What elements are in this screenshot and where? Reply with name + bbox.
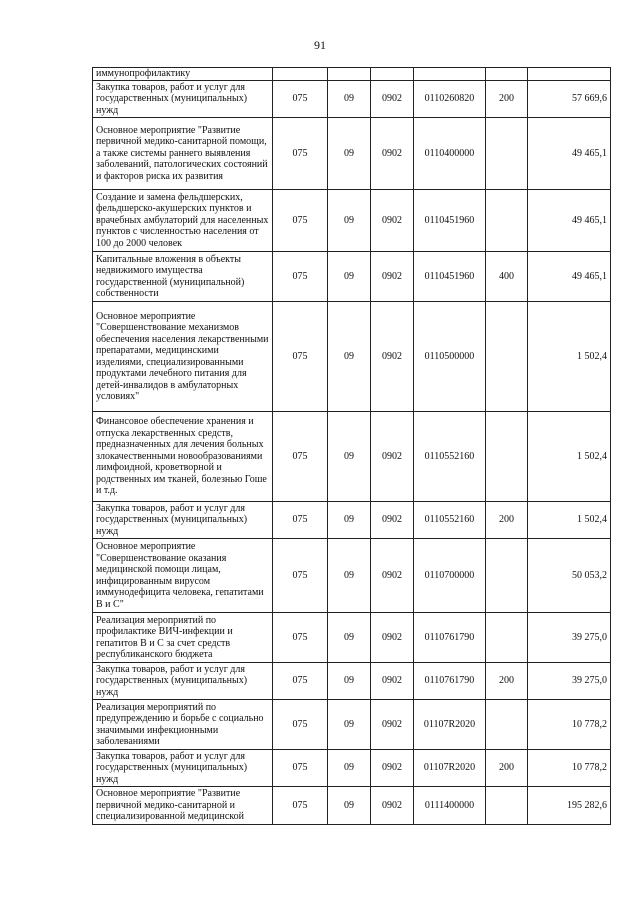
page-number: 91 <box>314 38 326 52</box>
row-rz: 09 <box>328 539 371 613</box>
row-rz: 09 <box>328 118 371 190</box>
row-sum: 39 275,0 <box>528 663 611 700</box>
row-sum: 1 502,4 <box>528 302 611 412</box>
row-rz: 09 <box>328 787 371 825</box>
row-ved: 075 <box>273 700 328 750</box>
row-sum: 195 282,6 <box>528 787 611 825</box>
table-row <box>93 787 611 825</box>
row-csr: 0110761790 <box>414 663 486 700</box>
row-ved: 075 <box>273 750 328 787</box>
row-rz: 09 <box>328 412 371 502</box>
row-ved: 075 <box>273 190 328 252</box>
budget-table <box>92 67 611 825</box>
table-row <box>93 118 611 190</box>
row-sum: 10 778,2 <box>528 750 611 787</box>
row-name: Реализация мероприятий по предупреждению и борьбе с социально значимыми инфекционными заболеваниями <box>93 700 273 750</box>
row-name: Создание и замена фельдшерских, фельдшерско-акушерских пунктов и врачебных амбулаторий для населенных пунктов с численностью населения от 100 до 2000 человек <box>93 190 273 252</box>
row-csr: 0110552160 <box>414 502 486 539</box>
table-row <box>93 700 611 750</box>
row-sum: 39 275,0 <box>528 613 611 663</box>
row-pr: 0902 <box>371 750 414 787</box>
row-pr: 0902 <box>371 613 414 663</box>
table-row <box>93 190 611 252</box>
row-ved: 075 <box>273 302 328 412</box>
row-name: Основное мероприятие "Совершенствование механизмов обеспечения населения лекарственными препаратами, медицинскими изделиями, специализированными продуктами лечебного питания для детей-инвалидов в амбулаторных условиях" <box>93 302 273 412</box>
row-ved: 075 <box>273 539 328 613</box>
row-csr: 0110451960 <box>414 190 486 252</box>
row-name: Основное мероприятие "Развитие первичной медико-санитарной помощи, а также системы раннего выявления заболеваний, патологических состояний и факторов риска их развития <box>93 118 273 190</box>
row-pr: 0902 <box>371 663 414 700</box>
row-rz: 09 <box>328 663 371 700</box>
row-rz: 09 <box>328 190 371 252</box>
table-row <box>93 750 611 787</box>
row-name: Закупка товаров, работ и услуг для государственных (муниципальных) нужд <box>93 750 273 787</box>
row-pr: 0902 <box>371 252 414 302</box>
row-csr: 01107R2020 <box>414 750 486 787</box>
row-sum: 49 465,1 <box>528 118 611 190</box>
row-name: Основное мероприятие "Совершенствование оказания медицинской помощи лицам, инфицированным вирусом иммунодефицита человека, гепатитами В и С" <box>93 539 273 613</box>
row-sum: 49 465,1 <box>528 190 611 252</box>
row-csr: 0110451960 <box>414 252 486 302</box>
row-vr: 200 <box>486 81 528 118</box>
row-pr: 0902 <box>371 81 414 118</box>
table-row <box>93 613 611 663</box>
table-row <box>93 502 611 539</box>
table-row <box>93 252 611 302</box>
row-csr: 01107R2020 <box>414 700 486 750</box>
row-vr <box>486 302 528 412</box>
row-sum: 1 502,4 <box>528 412 611 502</box>
row-sum: 57 669,6 <box>528 81 611 118</box>
row-csr: 0110500000 <box>414 302 486 412</box>
row-csr: 0110260820 <box>414 81 486 118</box>
table-row <box>93 68 611 81</box>
row-pr: 0902 <box>371 118 414 190</box>
row-vr: 200 <box>486 502 528 539</box>
row-name: Закупка товаров, работ и услуг для государственных (муниципальных) нужд <box>93 502 273 539</box>
row-vr <box>486 613 528 663</box>
row-vr: 400 <box>486 252 528 302</box>
row-name: Реализация мероприятий по профилактике ВИЧ-инфекции и гепатитов В и С за счет средств республиканского бюджета <box>93 613 273 663</box>
row-csr: 0110761790 <box>414 613 486 663</box>
row-ved: 075 <box>273 252 328 302</box>
row-sum: 1 502,4 <box>528 502 611 539</box>
table-row <box>93 412 611 502</box>
row-pr: 0902 <box>371 787 414 825</box>
row-pr: 0902 <box>371 502 414 539</box>
row-ved: 075 <box>273 81 328 118</box>
row-name: Капитальные вложения в объекты недвижимого имущества государственной (муниципальной) собственности <box>93 252 273 302</box>
row-csr <box>414 68 486 81</box>
row-ved: 075 <box>273 412 328 502</box>
row-sum <box>528 68 611 81</box>
row-vr <box>486 700 528 750</box>
row-vr: 200 <box>486 663 528 700</box>
row-csr: 0110700000 <box>414 539 486 613</box>
row-vr <box>486 118 528 190</box>
row-pr: 0902 <box>371 190 414 252</box>
row-pr: 0902 <box>371 412 414 502</box>
row-pr: 0902 <box>371 700 414 750</box>
row-rz: 09 <box>328 750 371 787</box>
row-rz: 09 <box>328 81 371 118</box>
table-row <box>93 539 611 613</box>
row-name: Закупка товаров, работ и услуг для государственных (муниципальных) нужд <box>93 663 273 700</box>
row-name: Закупка товаров, работ и услуг для государственных (муниципальных) нужд <box>93 81 273 118</box>
row-pr: 0902 <box>371 539 414 613</box>
row-pr <box>371 68 414 81</box>
table-row <box>93 302 611 412</box>
row-vr <box>486 412 528 502</box>
row-ved <box>273 68 328 81</box>
row-ved: 075 <box>273 613 328 663</box>
row-vr <box>486 539 528 613</box>
row-rz <box>328 68 371 81</box>
row-csr: 0110552160 <box>414 412 486 502</box>
row-ved: 075 <box>273 787 328 825</box>
row-csr: 0111400000 <box>414 787 486 825</box>
row-name: Основное мероприятие "Развитие первичной медико-санитарной и специализированной медицинской <box>93 787 273 825</box>
table-row <box>93 663 611 700</box>
row-vr <box>486 787 528 825</box>
row-sum: 49 465,1 <box>528 252 611 302</box>
row-pr: 0902 <box>371 302 414 412</box>
row-rz: 09 <box>328 700 371 750</box>
row-ved: 075 <box>273 663 328 700</box>
row-csr: 0110400000 <box>414 118 486 190</box>
row-name: иммунопрофилактику <box>93 68 273 81</box>
row-name: Финансовое обеспечение хранения и отпуска лекарственных средств, предназначенных для лечения больных злокачественными новообразованиями лимфоидной, кроветворной и родственных им тканей, болезнью Гоше и т.д. <box>93 412 273 502</box>
row-ved: 075 <box>273 502 328 539</box>
row-sum: 50 053,2 <box>528 539 611 613</box>
row-rz: 09 <box>328 502 371 539</box>
row-rz: 09 <box>328 613 371 663</box>
row-vr <box>486 68 528 81</box>
row-rz: 09 <box>328 252 371 302</box>
table-row <box>93 81 611 118</box>
row-vr <box>486 190 528 252</box>
row-rz: 09 <box>328 302 371 412</box>
row-ved: 075 <box>273 118 328 190</box>
row-vr: 200 <box>486 750 528 787</box>
row-sum: 10 778,2 <box>528 700 611 750</box>
